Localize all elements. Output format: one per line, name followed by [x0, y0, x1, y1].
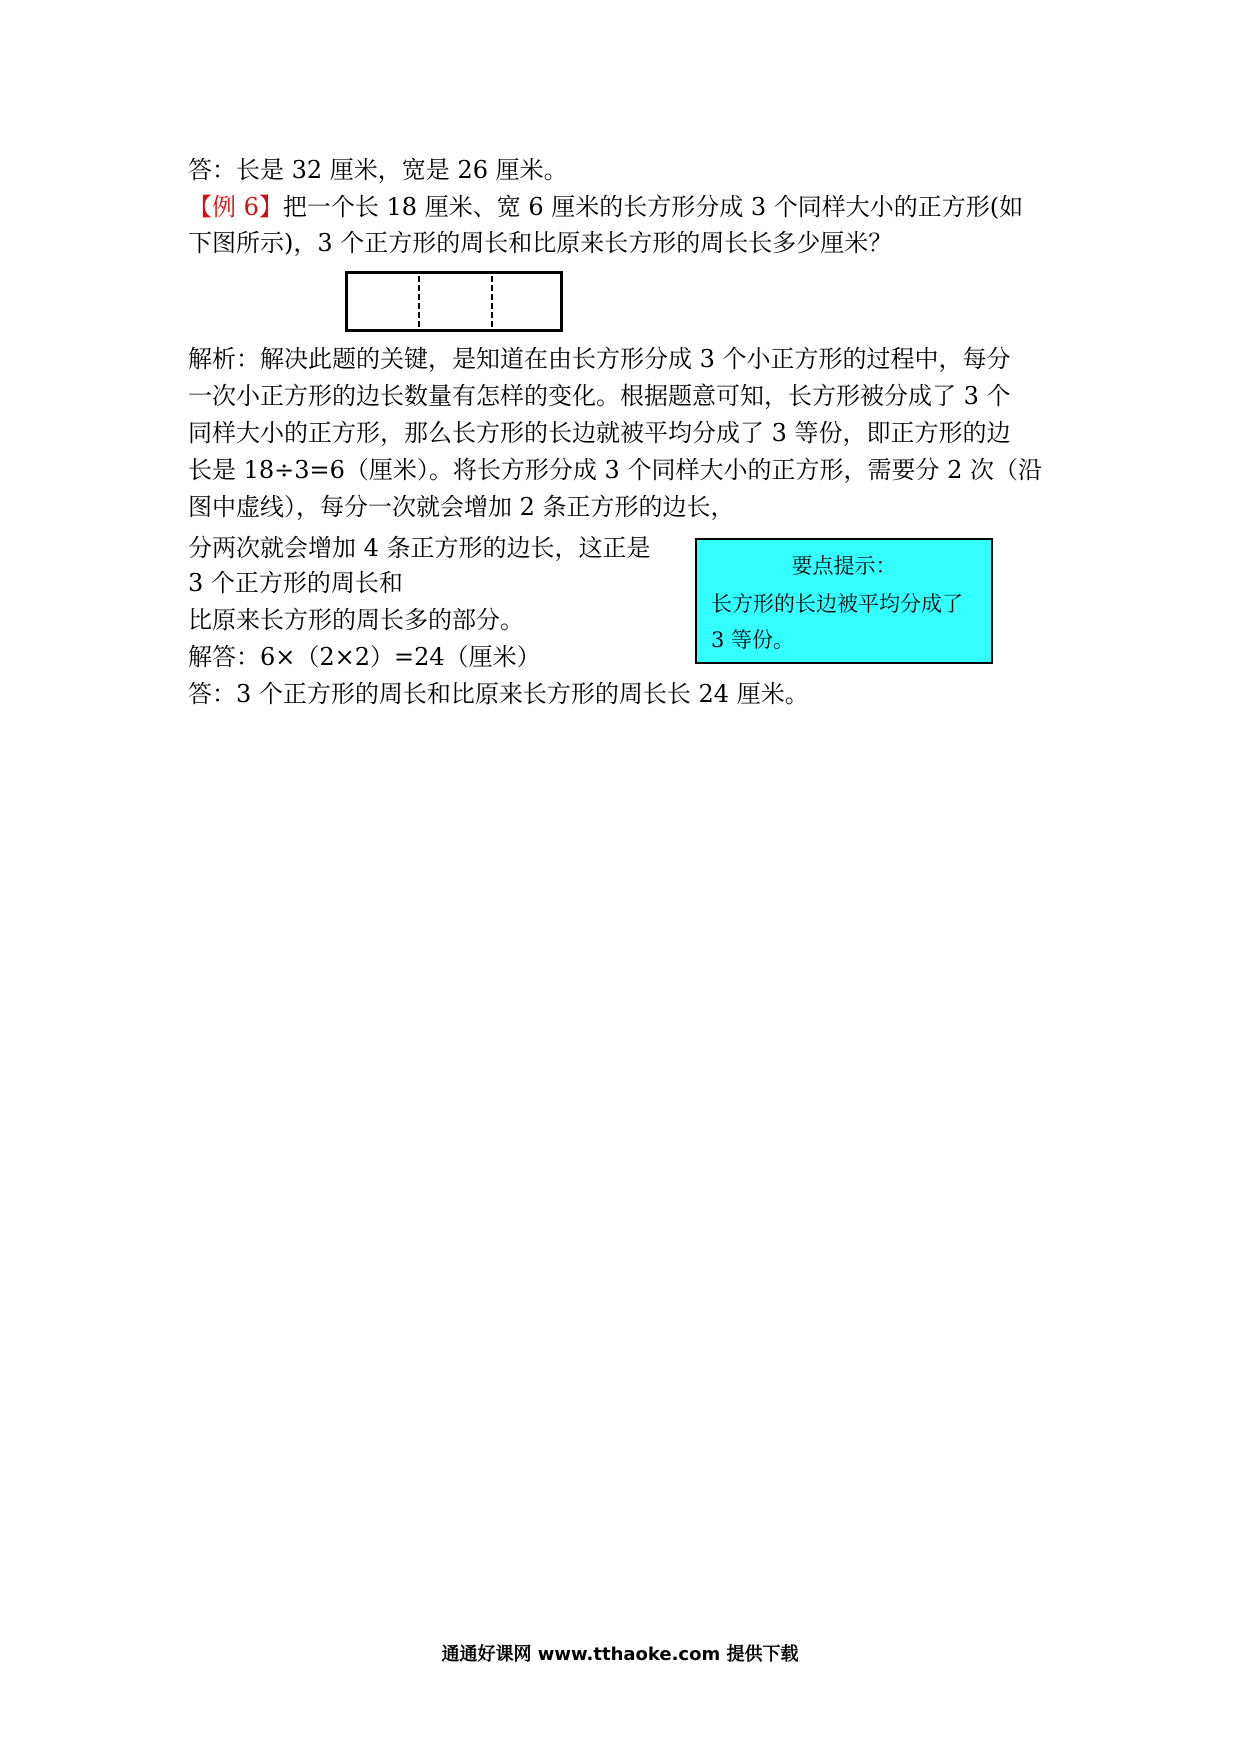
- analysis-line-2: 一次小正方形的边长数量有怎样的变化。根据题意可知，长方形被分成了 3 个: [188, 382, 1011, 410]
- tip-box: [695, 538, 993, 664]
- example-text-2: 下图所示)，3 个正方形的周长和比原来长方形的周长长多少厘米？: [188, 229, 893, 257]
- example-text-1: 把一个长 18 厘米、宽 6 厘米的长方形分成 3 个同样大小的正方形(如: [282, 193, 1024, 221]
- solution-line: 解答：6×（2×2）=24（厘米）: [188, 643, 541, 671]
- analysis-line-7: 3 个正方形的周长和: [188, 569, 403, 597]
- analysis-line-3: 同样大小的正方形，那么长方形的长边就被平均分成了 3 等份，即正方形的边: [188, 419, 1011, 447]
- dashed-divider-1: [418, 276, 420, 327]
- analysis-line-6: 分两次就会增加 4 条正方形的边长，这正是: [188, 534, 651, 562]
- analysis-line-5: 图中虚线），每分一次就会增加 2 条正方形的边长，: [188, 493, 735, 521]
- tip-title: 要点提示：: [791, 554, 897, 578]
- analysis-line-4: 长是 18÷3=6（厘米）。将长方形分成 3 个同样大小的正方形，需要分 2 次（沿: [188, 456, 1042, 484]
- example-heading-line: [188, 189, 1023, 225]
- analysis-line-8: 比原来长方形的周长多的部分。: [188, 606, 524, 634]
- answer-previous: 答：长是 32 厘米，宽是 26 厘米。: [188, 156, 568, 184]
- tip-line-1: 长方形的长边被平均分成了: [711, 592, 963, 616]
- final-answer: 答：3 个正方形的周长和比原来长方形的周长长 24 厘米。: [188, 680, 809, 708]
- page-footer: 通通好课网 www.tthaoke.com 提供下载: [441, 1644, 799, 1665]
- tip-line-2: 3 等份。: [711, 628, 795, 652]
- rectangle-figure: [345, 271, 563, 332]
- analysis-line-1: 解析：解决此题的关键，是知道在由长方形分成 3 个小正方形的过程中，每分: [188, 345, 1011, 373]
- example-tag: 【例 6】: [188, 193, 283, 221]
- dashed-divider-2: [491, 276, 493, 327]
